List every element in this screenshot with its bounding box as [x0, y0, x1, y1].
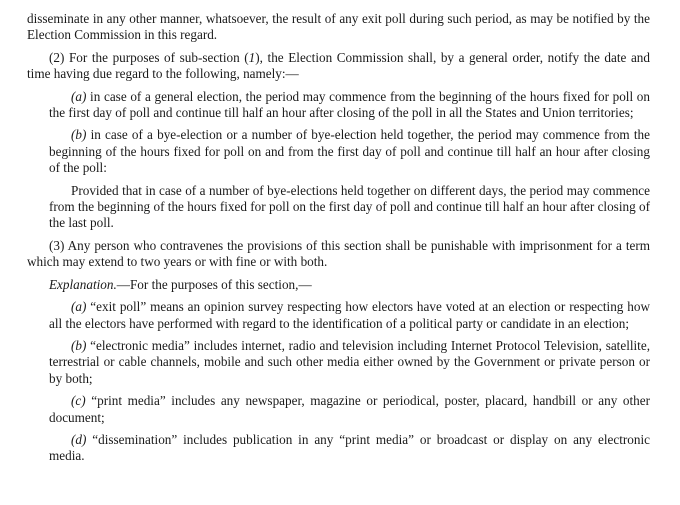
definition-text: “print media” includes any newspaper, magazine or periodical, poster, placard, handbill or any other document;	[49, 393, 650, 425]
subsection-3	[27, 238, 650, 271]
subsection-number: (2)	[49, 49, 65, 65]
definition-mark: (d)	[71, 431, 87, 447]
explanation	[27, 277, 650, 293]
paragraph-text: disseminate in any other manner, whatsoever, the result of any exit poll during such period, as may be notified by the Election Commission in this regard.	[27, 11, 650, 43]
explanation-label: Explanation.	[49, 276, 117, 292]
definition-exit-poll	[49, 299, 650, 332]
subsection-ref: 1	[248, 49, 256, 65]
clause-b	[49, 127, 650, 176]
proviso-text: Provided that in case of a number of bye-elections held together on different days, the period may commence from the beginning of the hours fixed for poll on the first day of poll and continue till half an hour after closing of the last poll.	[49, 182, 650, 231]
clause-mark: (a)	[71, 88, 87, 104]
clause-a	[49, 89, 650, 122]
clause-mark: (b)	[71, 127, 87, 143]
definition-mark: (c)	[71, 393, 86, 409]
definition-mark: (a)	[71, 299, 87, 315]
subsection-text-cont: ), the Election Commission shall, by a general order, notify the date and time having due regard to the following, namely:—	[27, 49, 650, 82]
definition-print-media	[49, 393, 650, 426]
explanation-text: —For the purposes of this section,—	[116, 276, 312, 292]
subsection-text: For the purposes of sub-section (	[64, 49, 249, 65]
definition-text: “dissemination” includes publication in any “print media” or broadcast or display on any electronic media.	[49, 431, 650, 464]
definition-electronic-media	[49, 338, 650, 387]
paragraph-continuation	[27, 11, 650, 44]
clause-text: in case of a bye-election or a number of bye-election held together, the period may commence from the beginning of the hours fixed for poll on and from the first day of poll and continue till half an hour after closing of the poll:	[49, 127, 650, 176]
definition-text: “exit poll” means an opinion survey respecting how electors have voted at an election or respecting how all the electors have performed with regard to the identification of a political party or candidate in an election;	[49, 299, 650, 331]
clause-text: in case of a general election, the period may commence from the beginning of the hours fixed for poll on the first day of poll and continue till half an hour after closing of the poll in all the States and Union territories;	[49, 88, 650, 121]
definition-text: “electronic media” includes internet, radio and television including Internet Protocol Television, satellite, terrestrial or cable channels, mobile and such other media either owned by the Government or private person or by both;	[49, 337, 650, 386]
proviso	[49, 183, 650, 232]
subsection-text: (3) Any person who contravenes the provisions of this section shall be punishable with imprisonment for a term which may extend to two years or with fine or with both.	[27, 237, 650, 270]
subsection-2	[27, 50, 650, 83]
definition-dissemination	[49, 432, 650, 465]
definition-mark: (b)	[71, 337, 87, 353]
